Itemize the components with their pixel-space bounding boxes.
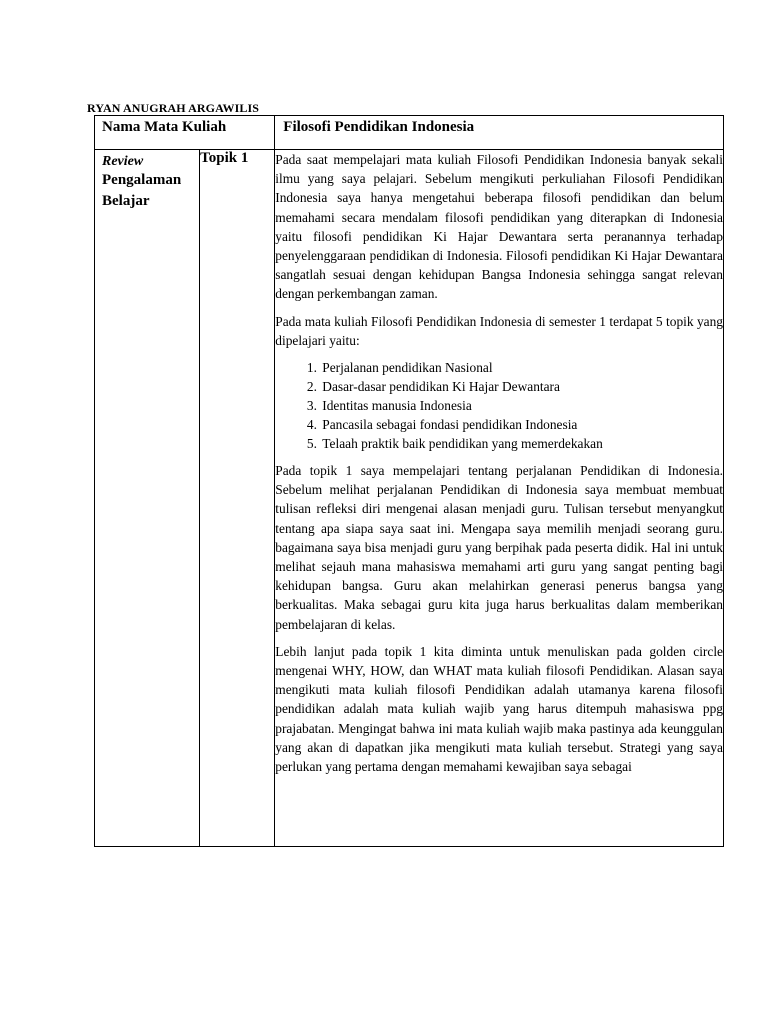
- review-label: Review: [102, 154, 144, 169]
- topic-list: [275, 358, 723, 453]
- paragraph-golden-circle: Lebih lanjut pada topik 1 kita diminta untuk menuliskan pada golden circle mengenai WHY, HOW, dan WHAT mata kuliah filosofi Pendidikan. Alasan saya mengikuti mata kuliah filosofi Pendidikan adalah utamanya karena filosofi pendidikan adalah mata kuliah wajib yang harus ditempuh mahasiswa ppg prajabatan. Mengingat bahwa ini mata kuliah wajib maka pastinya ada keunggulan yang akan di dapatkan jika mengikuti mata kuliah tersebut. Strategi yang saya perlukan yang pertama dengan memahami kewajiban saya sebagai: [275, 643, 723, 775]
- paragraph-topic1: Pada topik 1 saya mempelajari tentang perjalanan Pendidikan di Indonesia. Sebelum melihat perjalanan Pendidikan di Indonesia saya membuat membuat tulisan refleksi diri mengenai alasan menjadi guru. Tulisan tersebut menyangkut tentang apa siapa saya saat ini. Mengapa saya memilih menjadi seorang guru. bagaimana saya bisa menjadi guru yang berpihak pada peserta didik. Hal ini untuk melihat sejauh mana mahasiswa memahami arti guru yang sangat penting bagi kehidupan bangsa. Guru akan melahirkan generasi penerus bangsa yang berkualitas. Maka sebagai guru kita juga harus berkualitas dalam memberikan pembelajaran di kelas.: [275, 463, 723, 632]
- experience-row: [95, 150, 724, 847]
- topic-item: 5. Telaah praktik baik pendidikan yang memerdekakan: [320, 434, 723, 453]
- section-title-line1: Pengalaman: [102, 172, 182, 188]
- section-label-cell: [95, 150, 200, 847]
- topic-item: 2. Dasar-dasar pendidikan Ki Hajar Dewantara: [320, 377, 723, 396]
- topic-item: 3. Identitas manusia Indonesia: [320, 396, 723, 415]
- content-cell: [275, 150, 724, 847]
- paragraph-topics-intro: Pada mata kuliah Filosofi Pendidikan Indonesia di semester 1 terdapat 5 topik yang dipelajari yaitu:: [275, 313, 723, 348]
- topic-item: 1. Perjalanan pendidikan Nasional: [320, 358, 723, 377]
- author-name: RYAN ANUGRAH ARGAWILIS: [87, 101, 260, 115]
- header-row: [95, 116, 724, 150]
- topic-item: 4. Pancasila sebagai fondasi pendidikan Indonesia: [320, 415, 723, 434]
- topic-label: Topik 1: [200, 150, 275, 847]
- course-table: [94, 115, 724, 847]
- section-title-line2: Belajar: [102, 193, 150, 209]
- course-name-label: Nama Mata Kuliah: [95, 116, 275, 150]
- paragraph-intro: Pada saat mempelajari mata kuliah Filosofi Pendidikan Indonesia banyak sekali ilmu yang saya pelajari. Sebelum mengikuti perkuliahan Filosofi Pendidikan Indonesia saya hanya mengetahui beberapa filosofi pendidikan dan belum memahami secara mendalam filosofi pendidikan yang diterapkan di Indonesia yaitu filosofi pendidikan Ki Hajar Dewantara serta peranannya terhadap penyelenggaraan pendidikan di Indonesia. Filosofi pendidikan Ki Hajar Dewantara sangatlah sesuai dengan kehidupan Bangsa Indonesia sehingga sangat relevan dengan perkembangan zaman.: [275, 152, 723, 302]
- course-name-value: Filosofi Pendidikan Indonesia: [275, 116, 724, 150]
